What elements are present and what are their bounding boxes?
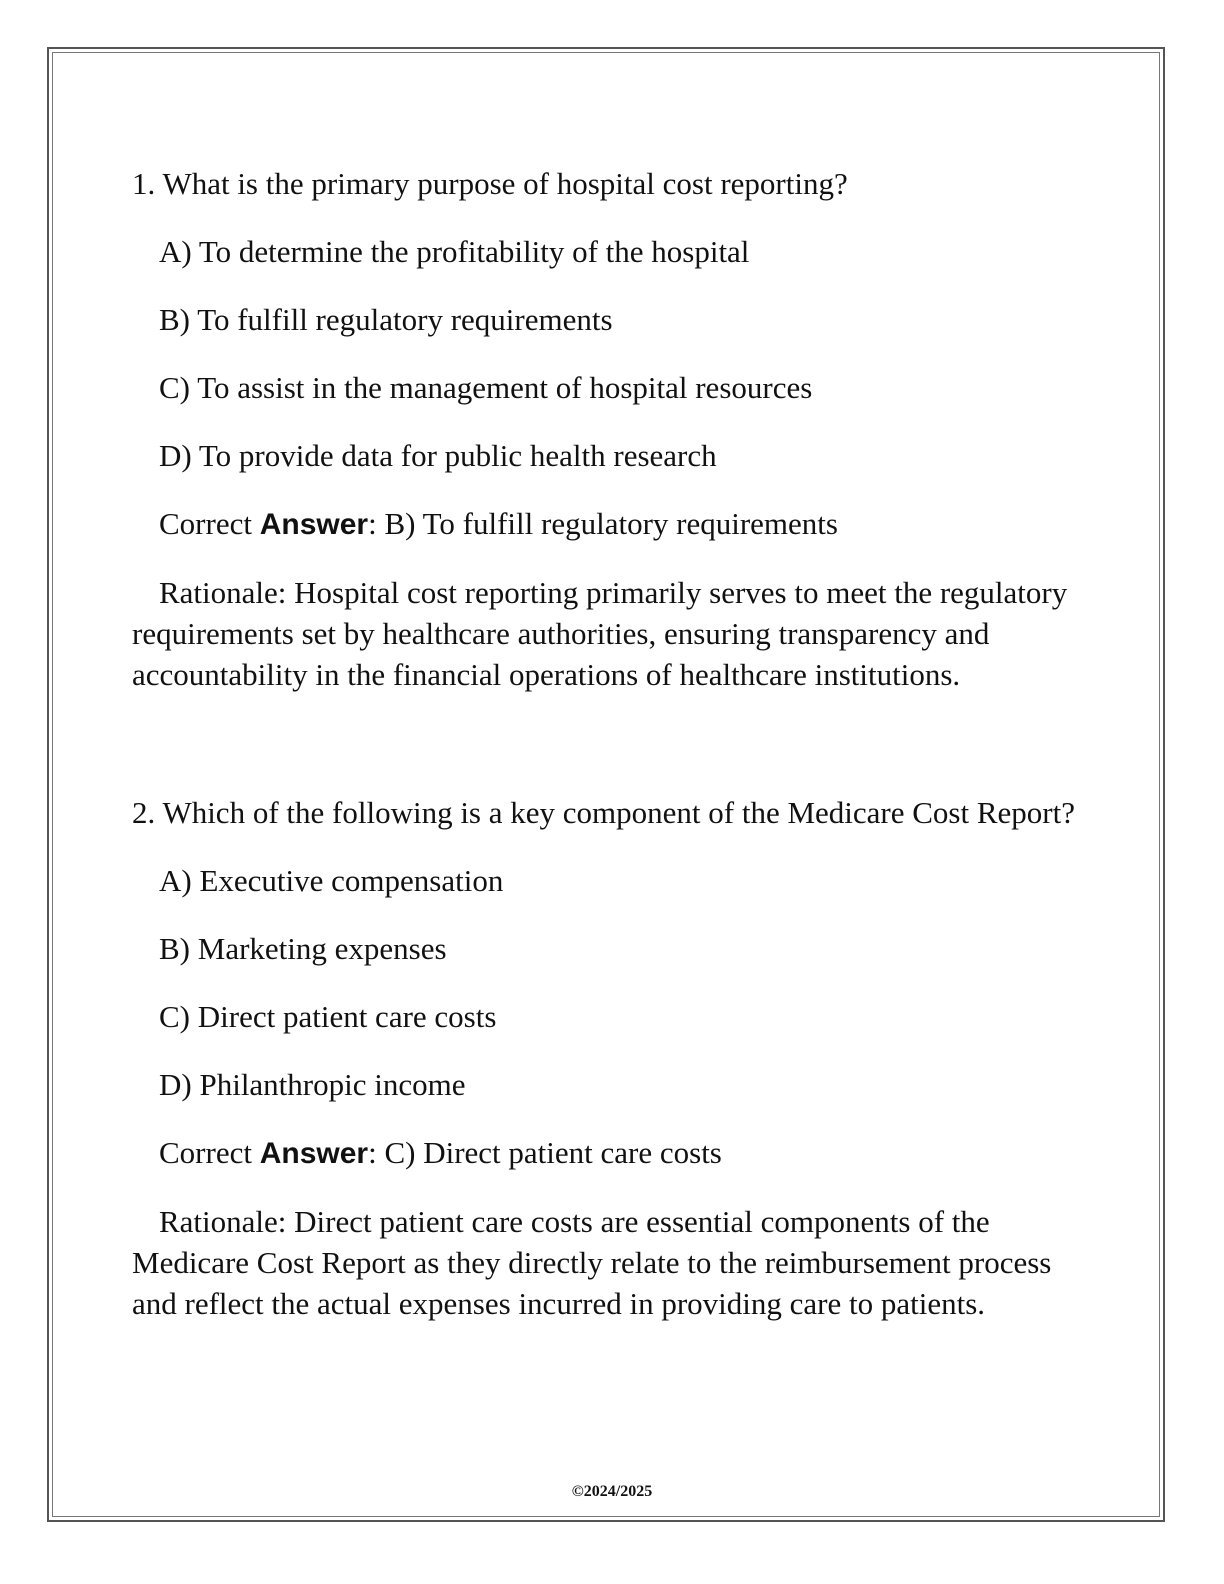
correct-answer: [132, 503, 1092, 545]
option-b: B) To fulfill regulatory requirements: [159, 302, 613, 337]
answer-label: Answer: [259, 1137, 369, 1170]
answer-value: : C) Direct patient care costs: [368, 1135, 722, 1170]
answer-value: : B) To fulfill regulatory requirements: [368, 506, 838, 541]
answer-prefix: Correct: [159, 506, 260, 541]
question-block-1: [132, 163, 1092, 695]
option-c: C) To assist in the management of hospital resources: [159, 370, 813, 405]
correct-answer: [132, 1132, 1092, 1174]
document-body: [132, 163, 1092, 1351]
option-c: C) Direct patient care costs: [159, 999, 497, 1034]
option-a: A) To determine the profitability of the hospital: [159, 234, 750, 269]
rationale: Rationale: Hospital cost reporting primarily serves to meet the regulatory requirements set by healthcare authorities, ensuring transparency and accountability in the financial operations of healthcare institutions.: [132, 575, 1068, 692]
option-a: A) Executive compensation: [159, 863, 504, 898]
option-d: D) To provide data for public health research: [159, 438, 717, 473]
section-spacer: [132, 722, 1092, 792]
answer-prefix: Correct: [159, 1135, 260, 1170]
answer-label: Answer: [259, 508, 369, 541]
copyright-footer: ©2024/2025: [571, 1483, 653, 1500]
question-block-2: [132, 792, 1092, 1324]
question-text: 2. Which of the following is a key component of the Medicare Cost Report?: [132, 795, 1075, 830]
option-d: D) Philanthropic income: [159, 1067, 466, 1102]
question-text: 1. What is the primary purpose of hospital cost reporting?: [132, 166, 848, 201]
rationale: Rationale: Direct patient care costs are essential components of the Medicare Cost Report as they directly relate to the reimbursement process and reflect the actual expenses incurred in providing care to patients.: [132, 1204, 1052, 1321]
option-b: B) Marketing expenses: [159, 931, 447, 966]
